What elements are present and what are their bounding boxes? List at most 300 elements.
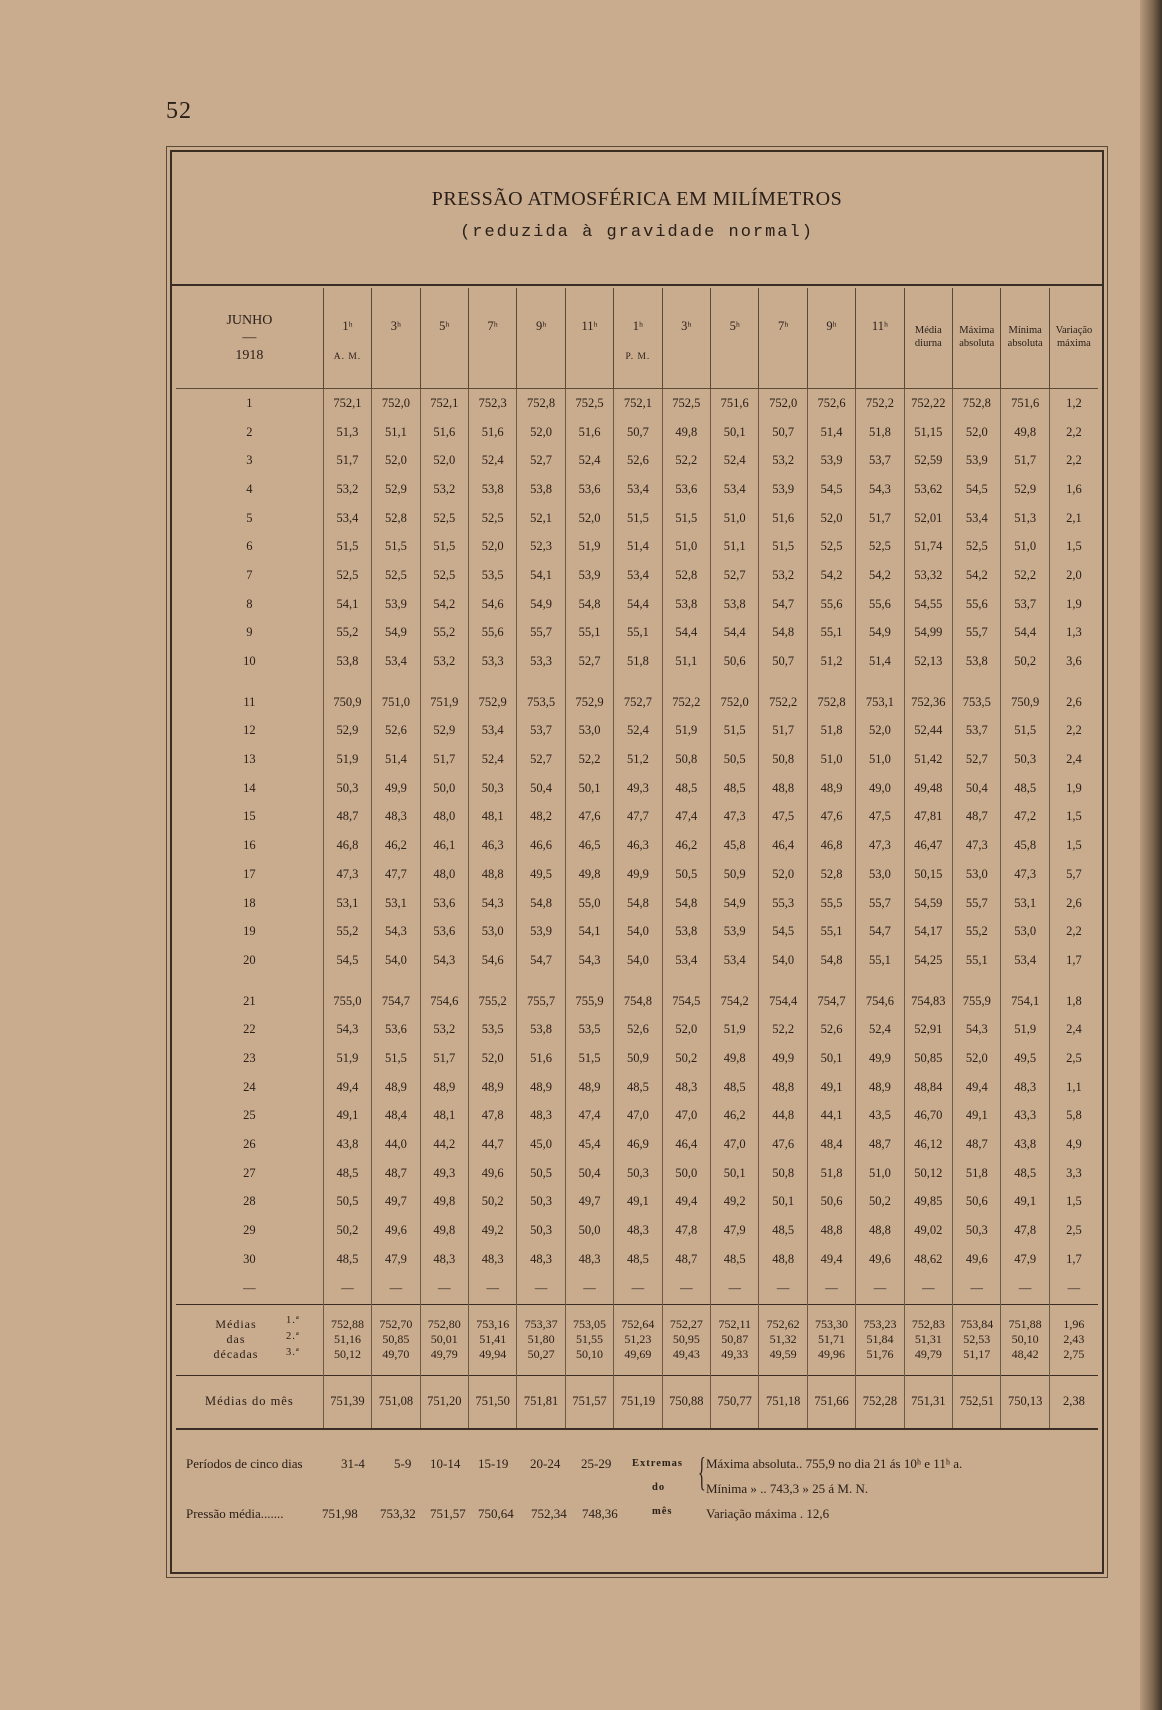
value-cell: 53,2: [759, 446, 807, 475]
table-row: [176, 987, 1098, 1016]
table-row: [176, 1015, 1098, 1044]
value-cell: 43,5: [856, 1102, 904, 1131]
periodos-label: Períodos de cinco dias: [186, 1456, 303, 1471]
value-cell: 752,1: [420, 389, 468, 418]
value-cell: 52,7: [711, 561, 759, 590]
value-cell: 47,3: [1001, 860, 1049, 889]
value-cell: 47,3: [856, 831, 904, 860]
value-cell: 753,1: [856, 688, 904, 717]
value-cell: 51,1: [711, 532, 759, 561]
spacer-cell: [372, 676, 420, 688]
decade-value: 50,01: [430, 1332, 458, 1347]
value-cell: 54,8: [517, 889, 565, 918]
month-mean-cell: 751,57: [565, 1375, 613, 1429]
value-cell: 50,3: [1001, 745, 1049, 774]
dash-cell: —: [807, 1274, 855, 1305]
value-cell: 750,9: [323, 688, 371, 717]
value-cell: 49,1: [807, 1073, 855, 1102]
value-cell: 52,13: [904, 647, 952, 676]
value-cell: 50,15: [904, 860, 952, 889]
value-cell: 1,7: [1049, 946, 1098, 975]
value-cell: 46,70: [904, 1102, 952, 1131]
value-cell: 50,2: [1001, 647, 1049, 676]
value-cell: 1,3: [1049, 619, 1098, 648]
value-cell: 751,9: [420, 688, 468, 717]
value-cell: 53,4: [468, 717, 516, 746]
value-cell: 54,6: [468, 590, 516, 619]
decade-value: 50,87: [721, 1332, 749, 1347]
value-cell: 52,6: [614, 446, 662, 475]
value-cell: 55,5: [807, 889, 855, 918]
value-cell: 50,3: [323, 774, 371, 803]
value-cell: 752,0: [711, 688, 759, 717]
spacer-cell: [517, 676, 565, 688]
decade-value: 52,53: [963, 1332, 991, 1347]
header-media: Média diurna: [904, 288, 952, 389]
header-hour: 1ʰ P. M.: [614, 288, 662, 389]
spacer-cell: [420, 975, 468, 987]
dash-cell: —: [856, 1274, 904, 1305]
dash-cell: —: [1001, 1274, 1049, 1305]
value-cell: 51,5: [711, 717, 759, 746]
value-cell: 53,2: [323, 475, 371, 504]
header-hour: 3ʰ: [372, 288, 420, 389]
spacer-cell: [614, 676, 662, 688]
dash-cell: —: [565, 1274, 613, 1305]
value-cell: 54,2: [807, 561, 855, 590]
value-cell: 47,8: [468, 1102, 516, 1131]
value-cell: 53,7: [856, 446, 904, 475]
value-cell: 53,5: [468, 1015, 516, 1044]
decade-value: 51,23: [624, 1332, 652, 1347]
value-cell: 753,5: [517, 688, 565, 717]
decade-value: 50,85: [382, 1332, 410, 1347]
value-cell: 55,0: [565, 889, 613, 918]
decade-value: 51,31: [914, 1332, 942, 1347]
value-cell: 52,7: [565, 647, 613, 676]
value-cell: 53,1: [1001, 889, 1049, 918]
value-cell: 53,7: [953, 717, 1001, 746]
month-means-row: [176, 1375, 1098, 1429]
value-cell: 52,0: [420, 446, 468, 475]
day-label: 8: [246, 596, 253, 611]
decade-value: 49,69: [624, 1347, 652, 1362]
day-label: 11: [243, 694, 256, 709]
value-cell: 48,1: [420, 1102, 468, 1131]
decade-cell: [565, 1304, 613, 1375]
value-cell: 48,9: [420, 1073, 468, 1102]
table-row: [176, 1159, 1098, 1188]
value-cell: 48,4: [807, 1130, 855, 1159]
spacer-cell: [565, 975, 613, 987]
value-cell: 54,6: [468, 946, 516, 975]
value-cell: 752,0: [759, 389, 807, 418]
value-cell: 48,3: [565, 1245, 613, 1274]
value-cell: 48,8: [856, 1216, 904, 1245]
value-cell: 46,12: [904, 1130, 952, 1159]
value-cell: 50,6: [711, 647, 759, 676]
value-cell: 51,5: [420, 532, 468, 561]
dash-row: [176, 1274, 1098, 1305]
extremas-do: do: [652, 1482, 666, 1493]
value-cell: 752,36: [904, 688, 952, 717]
value-cell: 55,3: [759, 889, 807, 918]
value-cell: 47,4: [565, 1102, 613, 1131]
value-cell: 1,5: [1049, 1188, 1098, 1217]
value-cell: 51,74: [904, 532, 952, 561]
value-cell: 48,9: [372, 1073, 420, 1102]
spacer-cell: [1001, 975, 1049, 987]
decade-value: 50,10: [576, 1347, 603, 1362]
decade-cell: [953, 1304, 1001, 1375]
value-cell: 47,6: [807, 803, 855, 832]
value-cell: 48,3: [468, 1245, 516, 1274]
value-cell: 752,2: [662, 688, 710, 717]
table-row: [176, 561, 1098, 590]
value-cell: 49,5: [517, 860, 565, 889]
value-cell: 52,8: [807, 860, 855, 889]
value-cell: 2,6: [1049, 889, 1098, 918]
decade-cell: [420, 1304, 468, 1375]
value-cell: 46,8: [807, 831, 855, 860]
value-cell: 754,83: [904, 987, 952, 1016]
value-cell: 50,5: [711, 745, 759, 774]
value-cell: 54,3: [420, 946, 468, 975]
value-cell: 52,5: [323, 561, 371, 590]
value-cell: 48,5: [614, 1245, 662, 1274]
value-cell: 51,8: [953, 1159, 1001, 1188]
value-cell: 54,4: [1001, 619, 1049, 648]
value-cell: 52,5: [856, 532, 904, 561]
value-cell: 49,6: [953, 1245, 1001, 1274]
value-cell: 48,7: [372, 1159, 420, 1188]
value-cell: 50,8: [759, 1159, 807, 1188]
table-row: [176, 831, 1098, 860]
value-cell: 52,9: [372, 475, 420, 504]
value-cell: 49,8: [420, 1216, 468, 1245]
value-cell: 2,0: [1049, 561, 1098, 590]
value-cell: 51,2: [614, 745, 662, 774]
value-cell: 50,3: [614, 1159, 662, 1188]
value-cell: 47,9: [711, 1216, 759, 1245]
spacer-cell: [856, 975, 904, 987]
value-cell: 2,6: [1049, 688, 1098, 717]
value-cell: 49,4: [953, 1073, 1001, 1102]
decade-cell: [1049, 1304, 1098, 1375]
decade-value: 2,43: [1063, 1332, 1085, 1347]
value-cell: 52,5: [807, 532, 855, 561]
decade-ordinal: 3.ª: [286, 1347, 300, 1359]
value-cell: 48,5: [323, 1159, 371, 1188]
value-cell: 49,1: [953, 1102, 1001, 1131]
value-cell: 50,1: [759, 1188, 807, 1217]
value-cell: 51,5: [323, 532, 371, 561]
table-row: [176, 917, 1098, 946]
page-subtitle: (reduzida à gravidade normal): [460, 223, 814, 242]
year-label: 1918: [235, 347, 264, 363]
spacer-cell: [176, 676, 323, 688]
value-cell: 55,2: [323, 619, 371, 648]
value-cell: 753,5: [953, 688, 1001, 717]
value-cell: 52,6: [372, 717, 420, 746]
value-cell: 52,5: [468, 504, 516, 533]
value-cell: 52,8: [372, 504, 420, 533]
value-cell: 54,4: [614, 590, 662, 619]
table-row: [176, 860, 1098, 889]
decade-value: 753,30: [815, 1317, 849, 1332]
month-mean-cell: 751,19: [614, 1375, 662, 1429]
pressao-value: 751,57: [430, 1506, 466, 1521]
table-body: [176, 389, 1098, 1429]
value-cell: 53,6: [565, 475, 613, 504]
value-cell: 1,7: [1049, 1245, 1098, 1274]
value-cell: 48,62: [904, 1245, 952, 1274]
value-cell: 750,9: [1001, 688, 1049, 717]
value-cell: 52,0: [372, 446, 420, 475]
day-label: 22: [243, 1022, 256, 1037]
decade-value: 752,88: [330, 1317, 364, 1332]
value-cell: 51,6: [565, 418, 613, 447]
day-label: 28: [243, 1194, 256, 1209]
header-row: [176, 288, 1098, 389]
decade-value: 753,16: [476, 1317, 510, 1332]
value-cell: 1,9: [1049, 590, 1098, 619]
value-cell: 53,8: [468, 475, 516, 504]
day-label: 25: [243, 1108, 256, 1123]
value-cell: 55,1: [856, 946, 904, 975]
header-hour: 9ʰ: [807, 288, 855, 389]
value-cell: 752,2: [856, 389, 904, 418]
value-cell: 51,5: [372, 1044, 420, 1073]
decade-label-line: Médias: [215, 1317, 257, 1332]
value-cell: 53,2: [420, 1015, 468, 1044]
value-cell: 54,25: [904, 946, 952, 975]
month-label: JUNHO: [226, 312, 273, 328]
value-cell: 50,5: [517, 1159, 565, 1188]
value-cell: 51,6: [517, 1044, 565, 1073]
value-cell: 46,3: [614, 831, 662, 860]
day-label: 1: [246, 395, 253, 410]
value-cell: 52,2: [759, 1015, 807, 1044]
decade-cell: [468, 1304, 516, 1375]
value-cell: 51,6: [759, 504, 807, 533]
value-cell: 44,0: [372, 1130, 420, 1159]
day-label: 17: [243, 866, 256, 881]
decade-cell: [759, 1304, 807, 1375]
value-cell: 49,2: [468, 1216, 516, 1245]
value-cell: 46,8: [323, 831, 371, 860]
value-cell: 51,6: [420, 418, 468, 447]
table-row: [176, 1073, 1098, 1102]
header-maxima: Máxima absoluta: [953, 288, 1001, 389]
value-cell: 53,6: [420, 917, 468, 946]
value-cell: 51,7: [1001, 446, 1049, 475]
value-cell: 54,9: [856, 619, 904, 648]
decade-value: 50,12: [333, 1347, 361, 1362]
decade-cell: [711, 1304, 759, 1375]
value-cell: 47,6: [759, 1130, 807, 1159]
value-cell: 53,3: [517, 647, 565, 676]
value-cell: 754,2: [711, 987, 759, 1016]
value-cell: 50,2: [856, 1188, 904, 1217]
decade-value: 51,55: [576, 1332, 603, 1347]
value-cell: 50,3: [517, 1188, 565, 1217]
decade-value: 752,27: [669, 1317, 703, 1332]
dash-cell: —: [953, 1274, 1001, 1305]
value-cell: 54,3: [372, 917, 420, 946]
month-mean-cell: 751,08: [372, 1375, 420, 1429]
value-cell: 52,0: [953, 1044, 1001, 1073]
value-cell: 52,8: [662, 561, 710, 590]
value-cell: 54,3: [565, 946, 613, 975]
value-cell: 52,7: [517, 446, 565, 475]
value-cell: 755,9: [565, 987, 613, 1016]
value-cell: 50,1: [565, 774, 613, 803]
value-cell: 53,8: [953, 647, 1001, 676]
value-cell: 52,0: [759, 860, 807, 889]
decade-value: 51,17: [963, 1347, 991, 1362]
value-cell: 54,99: [904, 619, 952, 648]
value-cell: 43,3: [1001, 1102, 1049, 1131]
day-label: 13: [243, 752, 256, 767]
value-cell: 51,9: [565, 532, 613, 561]
value-cell: 55,2: [953, 917, 1001, 946]
decade-value: 49,43: [672, 1347, 700, 1362]
value-cell: 1,9: [1049, 774, 1098, 803]
spacer-cell: [1049, 975, 1098, 987]
value-cell: 48,5: [614, 1073, 662, 1102]
value-cell: 54,1: [517, 561, 565, 590]
value-cell: 49,9: [856, 1044, 904, 1073]
value-cell: 50,0: [662, 1159, 710, 1188]
value-cell: 752,7: [614, 688, 662, 717]
value-cell: 49,85: [904, 1188, 952, 1217]
value-cell: 51,5: [565, 1044, 613, 1073]
value-cell: 49,3: [420, 1159, 468, 1188]
value-cell: 752,2: [759, 688, 807, 717]
value-cell: 53,6: [372, 1015, 420, 1044]
value-cell: 48,3: [662, 1073, 710, 1102]
value-cell: 55,1: [807, 619, 855, 648]
value-cell: 52,2: [1001, 561, 1049, 590]
extremas-line-2: Mínima » .. 743,3 » 25 á M. N.: [706, 1481, 869, 1496]
value-cell: 48,9: [807, 774, 855, 803]
value-cell: 754,4: [759, 987, 807, 1016]
value-cell: 46,2: [662, 831, 710, 860]
value-cell: 52,9: [1001, 475, 1049, 504]
value-cell: 2,5: [1049, 1216, 1098, 1245]
value-cell: 53,2: [759, 561, 807, 590]
value-cell: 49,4: [323, 1073, 371, 1102]
value-cell: 48,9: [468, 1073, 516, 1102]
value-cell: 53,7: [517, 717, 565, 746]
value-cell: 48,84: [904, 1073, 952, 1102]
spacer-cell: [420, 676, 468, 688]
value-cell: 53,9: [953, 446, 1001, 475]
decade-cell: [614, 1304, 662, 1375]
value-cell: 754,6: [420, 987, 468, 1016]
value-cell: 51,5: [662, 504, 710, 533]
decade-cell: [807, 1304, 855, 1375]
value-cell: 48,9: [565, 1073, 613, 1102]
value-cell: 47,8: [1001, 1216, 1049, 1245]
value-cell: 755,2: [468, 987, 516, 1016]
value-cell: 47,81: [904, 803, 952, 832]
value-cell: 48,0: [420, 803, 468, 832]
value-cell: 51,8: [807, 717, 855, 746]
value-cell: 52,5: [420, 561, 468, 590]
value-cell: 50,8: [759, 745, 807, 774]
decade-value: 49,59: [769, 1347, 797, 1362]
value-cell: 49,7: [565, 1188, 613, 1217]
value-cell: 47,2: [1001, 803, 1049, 832]
value-cell: 55,7: [953, 619, 1001, 648]
value-cell: 50,5: [662, 860, 710, 889]
value-cell: 49,6: [372, 1216, 420, 1245]
value-cell: 53,32: [904, 561, 952, 590]
value-cell: 53,8: [517, 475, 565, 504]
value-cell: 48,8: [807, 1216, 855, 1245]
value-cell: 5,8: [1049, 1102, 1098, 1131]
value-cell: 49,48: [904, 774, 952, 803]
value-cell: 48,5: [759, 1216, 807, 1245]
value-cell: 754,5: [662, 987, 710, 1016]
day-label: 26: [243, 1137, 256, 1152]
value-cell: 52,01: [904, 504, 952, 533]
value-cell: 52,0: [807, 504, 855, 533]
decade-ordinal: 2.ª: [286, 1330, 300, 1342]
day-label: 20: [243, 952, 256, 967]
periodo: 15-19: [478, 1456, 509, 1471]
page-edge: [1140, 0, 1162, 1710]
value-cell: 49,9: [759, 1044, 807, 1073]
value-cell: 53,8: [517, 1015, 565, 1044]
table-row: [176, 532, 1098, 561]
value-cell: 50,1: [711, 418, 759, 447]
decade-cell: [856, 1304, 904, 1375]
value-cell: 53,5: [468, 561, 516, 590]
value-cell: 54,17: [904, 917, 952, 946]
value-cell: 51,7: [323, 446, 371, 475]
value-cell: 52,0: [662, 1015, 710, 1044]
value-cell: 50,1: [807, 1044, 855, 1073]
value-cell: 51,7: [759, 717, 807, 746]
value-cell: 54,5: [953, 475, 1001, 504]
value-cell: 49,3: [614, 774, 662, 803]
value-cell: 48,4: [372, 1102, 420, 1131]
value-cell: 52,0: [565, 504, 613, 533]
value-cell: 47,7: [614, 803, 662, 832]
value-cell: 49,8: [1001, 418, 1049, 447]
value-cell: 754,6: [856, 987, 904, 1016]
value-cell: 53,9: [372, 590, 420, 619]
decade-value: 51,41: [479, 1332, 507, 1347]
table-row: [176, 1130, 1098, 1159]
table-row: [176, 1245, 1098, 1274]
value-cell: 44,1: [807, 1102, 855, 1131]
value-cell: 54,3: [323, 1015, 371, 1044]
dash-cell: —: [517, 1274, 565, 1305]
decade-cell: [662, 1304, 710, 1375]
month-mean-cell: 752,51: [953, 1375, 1001, 1429]
value-cell: 52,9: [420, 717, 468, 746]
value-cell: 53,0: [468, 917, 516, 946]
day-label: 18: [243, 895, 256, 910]
value-cell: 49,9: [372, 774, 420, 803]
value-cell: 51,0: [1001, 532, 1049, 561]
table-row: [176, 1102, 1098, 1131]
value-cell: 53,4: [1001, 946, 1049, 975]
